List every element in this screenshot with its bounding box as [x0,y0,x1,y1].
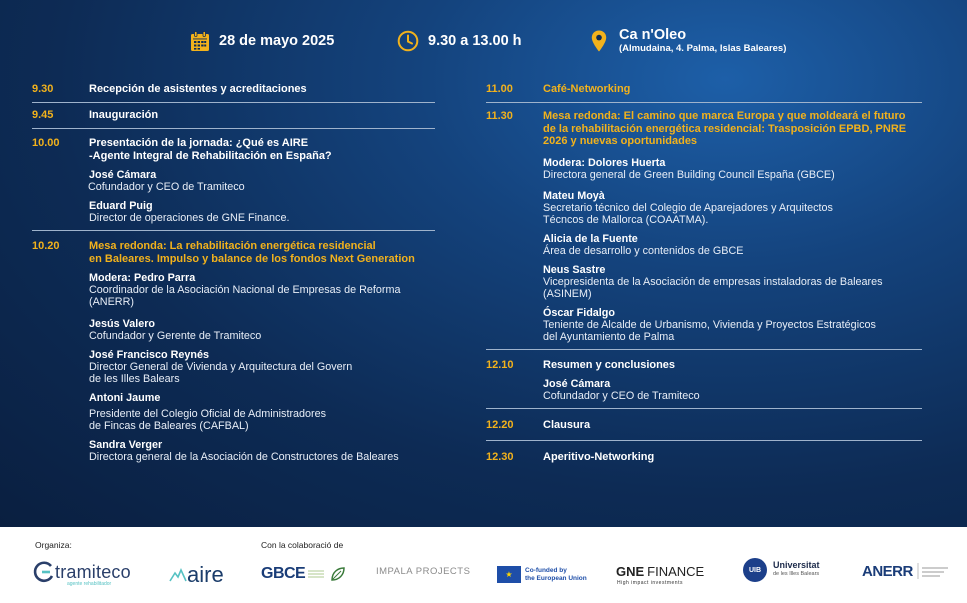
aire-text: aire [187,562,224,587]
speaker [543,157,922,181]
agenda-title: Clausura [543,419,591,431]
speaker-role: (ASINEM) [543,287,592,300]
uib-seal-icon: UIB [743,558,767,582]
agenda-item [486,103,922,350]
speaker-name: Modera: Dolores Huerta [543,156,666,169]
eu-text [525,567,587,582]
anerr-mark-icon [916,561,952,581]
agenda-time: 12.10 [486,358,514,371]
agenda-item [32,79,435,103]
agenda-item [32,231,435,469]
agenda-item [32,103,435,129]
speaker-role: Cofundador y CEO de Tramiteco [88,181,245,193]
gne-finance-text: FINANCE [647,564,705,579]
speaker-name: Eduard Puig [89,200,153,212]
speaker-role: Área de desarrollo y contenidos de GBCE [543,244,744,257]
agenda-title-line: 2026 y nuevas oportunidades [543,135,698,147]
speaker [89,200,435,224]
speaker-role: de les Illes Balears [89,373,180,385]
event-time [397,26,522,56]
gbce-text: GBCE [261,565,306,582]
speaker [89,272,435,308]
speaker-role: Cofundador y CEO de Tramiteco [543,390,700,402]
speaker-role: Técncos de Mallorca (COAATMA). [543,213,709,226]
speaker-role: Director de operaciones de GNE Finance. [89,212,290,224]
organiza-label: Organiza: [35,540,72,550]
location-pin-icon [591,30,607,52]
anerr-text: ANERR [862,562,913,580]
agenda-item [486,441,922,470]
speaker [543,378,922,402]
speaker-name: Neus Sastre [543,263,606,276]
anerr-logo [862,561,952,581]
speaker [89,439,435,463]
speaker-name: Óscar Fidalgo [543,306,615,319]
speaker-name: José Francisco Reynés [89,349,210,361]
agenda-title-line: de la rehabilitación energética residencial: Trasposición EPBD, PNRE [543,122,907,135]
agenda-title-line: en Baleares. Impulso y balance de los fondos Next Generation [89,252,415,265]
uib-text-line: Universitat [773,560,820,570]
speaker-name: José Cámara [89,169,157,181]
uib-logo [743,558,820,582]
tramiteco-text: tramiteco [55,561,131,582]
aire-mark-icon [169,567,187,583]
eu-text-line: the European Union [525,574,587,582]
agenda-time: 10.00 [32,137,60,149]
agenda-title [89,137,435,162]
agenda-time: 11.30 [486,110,513,122]
agenda-title-line: Presentación de la jornada: ¿Qué es AIRE [89,137,309,149]
calendar-icon [190,31,210,52]
agenda-title: Aperitivo-Networking [543,451,655,463]
uib-text [773,561,820,579]
event-date [190,26,334,56]
speaker-role: Vicepresidenta de la Asociación de empresas instaladoras de Baleares [543,275,883,288]
eu-flag-icon: ★ [497,566,521,583]
speaker-role: Teniente de Alcalde de Urbanismo, Vivienda y Proyectos Estratégicos [543,318,876,331]
agenda-time: 10.20 [32,240,60,252]
agenda-left-column [32,79,435,469]
agenda-time: 12.20 [486,419,514,431]
speaker-name: Alicia de la Fuente [543,232,638,245]
speaker-role: Presidente del Colegio Oficial de Administradores [89,408,327,420]
eu-text-line: Co-funded by [525,567,567,574]
clock-icon [397,30,419,52]
speaker [543,233,922,257]
eu-logo [497,566,587,583]
agenda-title: Café-Networking [543,83,631,95]
speaker-role: Secretario técnico del Colegio de Aparejadores y Arquitectos [543,201,833,214]
speaker [543,307,922,343]
date-text: 28 de mayo 2025 [219,33,335,49]
agenda-title-line: -Agente Integral de Rehabilitación en España? [89,149,332,162]
agenda-title: Recepción de asistentes y acreditaciones [89,83,307,95]
event-location [591,26,786,56]
gbce-logo [261,565,346,583]
colabora-label: Con la colaboració de [261,540,344,550]
speaker-role: Directora general de Green Building Council España (GBCE) [543,168,835,181]
speaker [89,169,435,193]
place-address: (Almudaina, 4. Palma, Islas Baleares) [619,42,787,54]
agenda-time: 12.30 [486,451,514,463]
agenda-time: 11.00 [486,83,513,95]
agenda-title [543,110,922,148]
agenda-time: 9.30 [32,83,54,95]
speaker-role: Directora general de la Asociación de Constructores de Baleares [89,451,399,463]
speaker-name: Antoni Jaume [89,392,161,404]
speaker-role: Director General de Vivienda y Arquitectura del Govern [89,361,353,373]
agenda-item [486,409,922,441]
speaker-role: Coordinador de la Asociación Nacional de Empresas de Reforma [89,284,401,296]
agenda-title-line: Mesa redonda: La rehabilitación energética residencial [89,240,376,252]
speaker-role: (ANERR) [89,296,134,308]
gbce-leaf-icon [308,566,346,582]
speaker-name: Jesús Valero [89,318,156,330]
speaker-role: del Ayuntamiento de Palma [543,330,675,343]
speaker [89,349,435,385]
gne-text: GNE [616,564,645,579]
place-name: Ca n'Oleo [619,26,687,43]
speaker-name: Mateu Moyà [543,189,605,202]
agenda-item [486,350,922,410]
gne-finance-logo [616,564,705,586]
speaker-role: Cofundador y Gerente de Tramiteco [89,330,262,342]
impala-text: IMPALA PROJECTS [376,566,471,577]
uib-text-line: de les Illes Balears [773,571,820,577]
agenda-right-column [486,79,922,470]
speaker-name: Modera: Pedro Parra [89,272,196,284]
agenda-title-line: Mesa redonda: El camino que marca Europa y que moldeará el futuro [543,110,906,122]
tramiteco-mark-icon [33,561,55,583]
agenda-item [32,129,435,231]
aire-logo [169,562,224,588]
speaker-name: Sandra Verger [89,439,163,451]
tramiteco-logo [33,561,131,587]
agenda-title [89,240,435,265]
impala-logo [376,566,470,577]
agenda-title: Inauguración [89,109,159,121]
speaker [543,264,922,300]
speaker-name: José Cámara [543,378,611,390]
agenda-item [486,79,922,103]
gne-subtext: High impact investments [617,580,683,586]
speaker [89,392,435,432]
agenda-title: Resumen y conclusiones [543,358,676,371]
speaker-role: de Fincas de Baleares (CAFBAL) [89,420,249,432]
speaker [543,190,922,226]
tramiteco-subtext: agente rehabilitador [67,581,112,587]
speaker [89,318,435,342]
sponsors-footer [0,527,967,603]
agenda-time: 9.45 [32,109,54,121]
time-text: 9.30 a 13.00 h [428,33,522,49]
